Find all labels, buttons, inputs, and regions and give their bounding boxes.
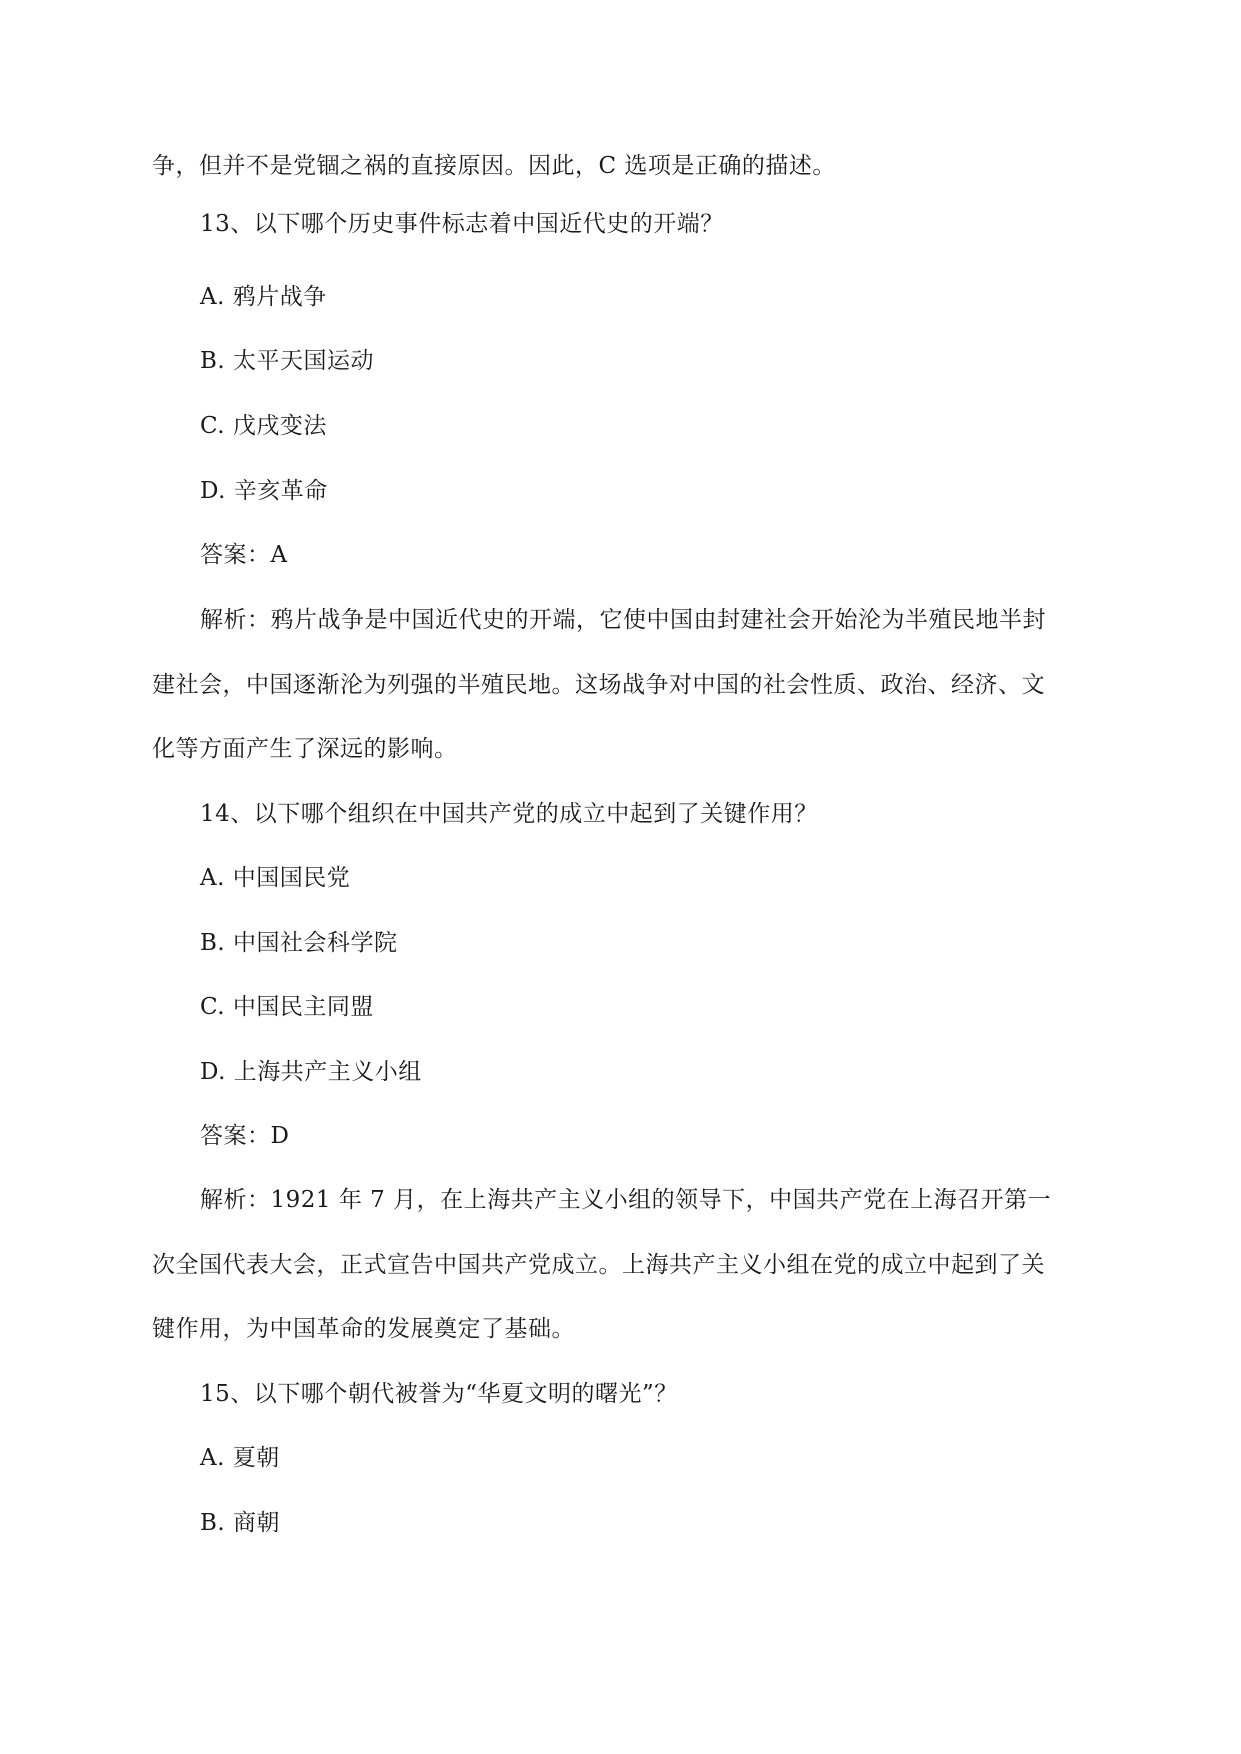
q13-explanation-line-3: 化等方面产生了深远的影响。 — [152, 736, 458, 762]
previous-explanation-continuation: 争，但并不是党锢之祸的直接原因。因此，C 选项是正确的描述。 — [152, 153, 836, 179]
q13-option-a: A. 鸦片战争 — [200, 284, 327, 310]
q14-option-c: C. 中国民主同盟 — [200, 994, 374, 1020]
question-14: 14、以下哪个组织在中国共产党的成立中起到了关键作用？ — [200, 801, 818, 827]
q14-answer: 答案：D — [200, 1123, 290, 1149]
q13-option-d: D. 辛亥革命 — [200, 478, 328, 504]
q14-explanation-line-1: 解析：1921 年 7 月，在上海共产主义小组的领导下，中国共产党在上海召开第一 — [200, 1187, 1052, 1213]
q14-explanation-line-2: 次全国代表大会，正式宣告中国共产党成立。上海共产主义小组在党的成立中起到了关 — [152, 1252, 1045, 1278]
q14-option-a: A. 中国国民党 — [200, 865, 351, 891]
question-15: 15、以下哪个朝代被誉为“华夏文明的曙光”？ — [200, 1381, 678, 1407]
question-13: 13、以下哪个历史事件标志着中国近代史的开端？ — [200, 211, 724, 237]
q13-explanation-line-1: 解析：鸦片战争是中国近代史的开端，它使中国由封建社会开始沦为半殖民地半封 — [200, 607, 1046, 633]
q15-option-b: B. 商朝 — [200, 1510, 281, 1536]
q13-option-c: C. 戊戌变法 — [200, 413, 327, 439]
q14-option-b: B. 中国社会科学院 — [200, 930, 398, 956]
q14-option-d: D. 上海共产主义小组 — [200, 1059, 422, 1085]
q13-explanation-line-2: 建社会，中国逐渐沦为列强的半殖民地。这场战争对中国的社会性质、政治、经济、文 — [152, 672, 1045, 698]
q13-option-b: B. 太平天国运动 — [200, 348, 375, 374]
q15-option-a: A. 夏朝 — [200, 1445, 280, 1471]
q13-answer: 答案：A — [200, 542, 288, 568]
q14-explanation-line-3: 键作用，为中国革命的发展奠定了基础。 — [152, 1316, 575, 1342]
